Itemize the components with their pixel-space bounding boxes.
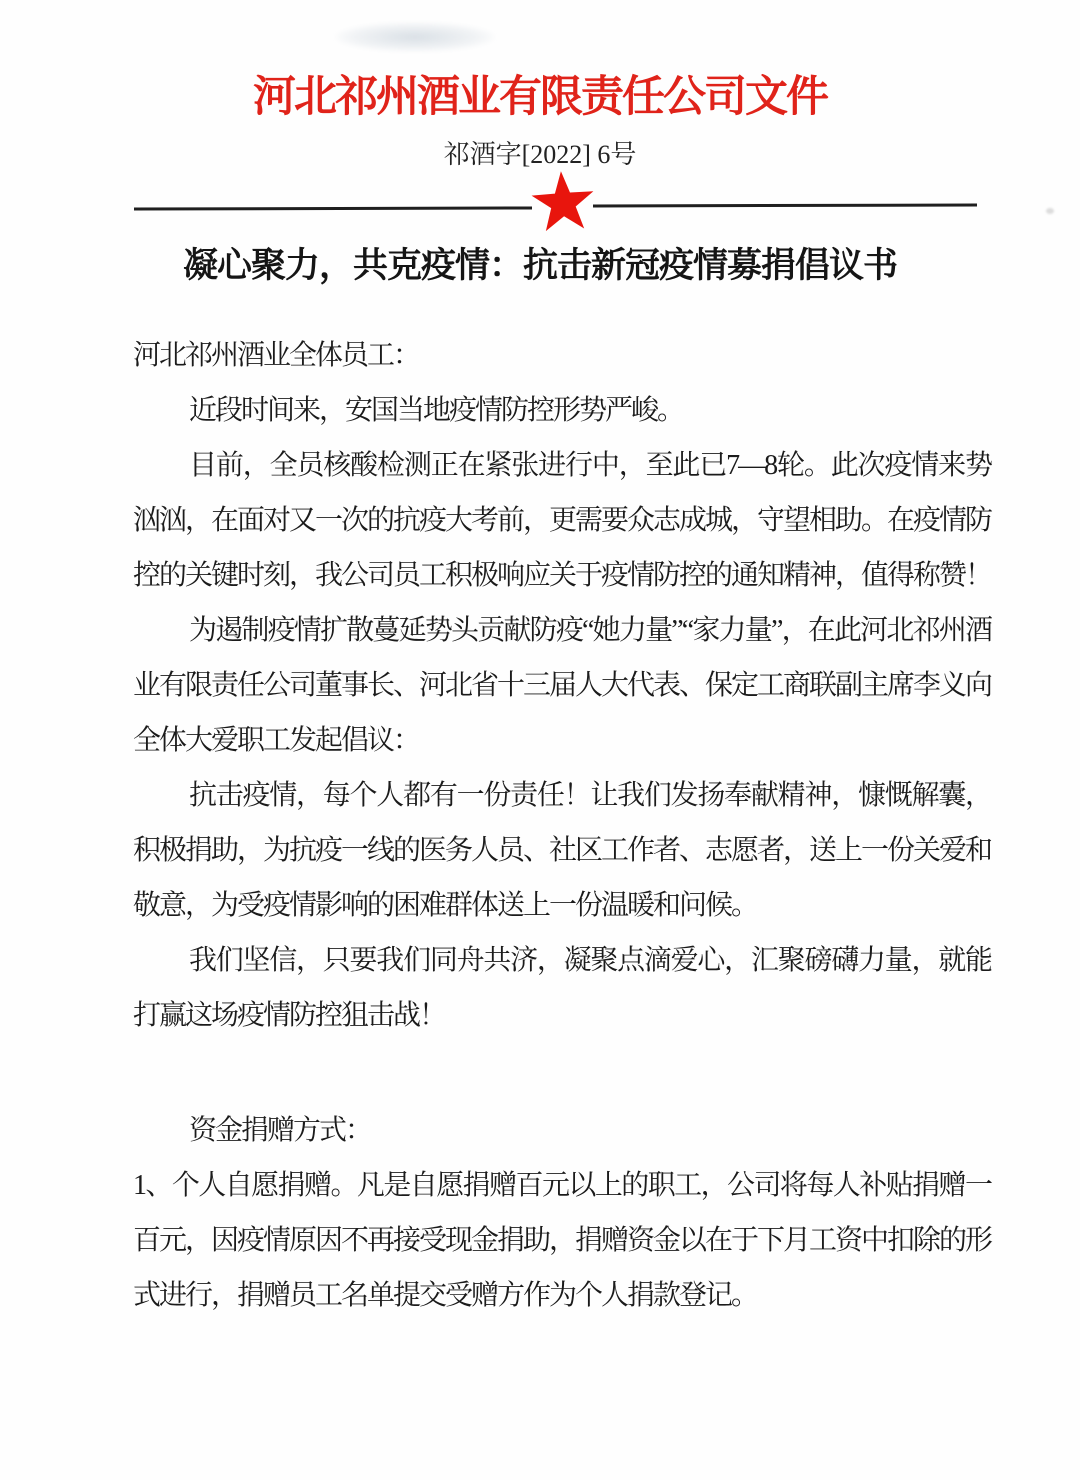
document-title: 凝心聚力，共克疫情：抗击新冠疫情募捐倡议书 [182, 246, 897, 285]
paragraph-2: 目前，全员核酸检测正在紧张进行中，至此已7—8轮。此次疫情来势汹汹，在面对又一次的抗疫大考前，更需要众志成城，守望相助。在疫情防控的关键时刻，我公司员工积极响应关于疫情防控的通知精神，值得称赞！ [133, 450, 992, 591]
red-star-icon [530, 168, 596, 234]
donation-item-1: 1、个人自愿捐赠。凡是自愿捐赠百元以上的职工，公司将每人补贴捐赠一百元，因疫情原因不再接受现金捐助，捐赠资金以在于下月工资中扣除的形式进行，捐赠员工名单提交受赠方作为个人捐款登记。 [133, 1170, 992, 1311]
salutation: 河北祁州酒业全体员工： [133, 340, 420, 371]
donation-section-heading: 资金捐赠方式： [189, 1115, 372, 1146]
scan-smudge-artifact [335, 22, 495, 52]
document-body [133, 328, 991, 1323]
red-header-org-title: 河北祁州酒业有限责任公司文件 [253, 74, 827, 121]
paragraph-4: 抗击疫情，每个人都有一份责任！让我们发扬奉献精神，慷慨解囊，积极捐助，为抗疫一线的医务人员、社区工作者、志愿者，送上一份关爱和敬意，为受疫情影响的困难群体送上一份温暖和问候。 [133, 780, 992, 921]
paragraph-5: 我们坚信，只要我们同舟共济，凝聚点滴爱心，汇聚磅礴力量，就能打赢这场疫情防控狙击战！ [133, 945, 991, 1031]
scan-dot-artifact [1046, 208, 1054, 214]
header-rule-right [593, 203, 977, 207]
header-rule-left [134, 206, 532, 210]
document-number: 祁酒字[2022] 6号 [443, 140, 637, 169]
paragraph-3: 为遏制疫情扩散蔓延势头贡献防疫“她力量”“家力量”，在此河北祁州酒业有限责任公司董事长、河北省十三届人大代表、保定工商联副主席李义向全体大爱职工发起倡议： [133, 615, 992, 756]
paragraph-1: 近段时间来，安国当地疫情防控形势严峻。 [189, 395, 684, 426]
